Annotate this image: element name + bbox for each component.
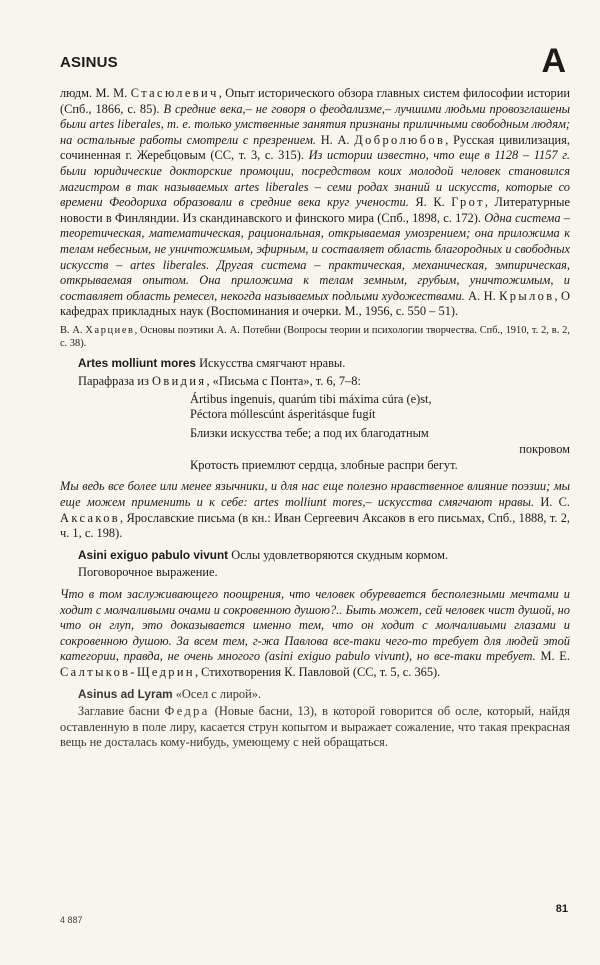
quote-italic: Мы ведь все более или менее язычники, и для нас еще полезно нравственное влияние поэзии; мы еще можем применить и к себе: artes molliunt mores,– искусства смягчают нравы. bbox=[60, 479, 570, 510]
entry-gloss: Искусства смягчают нравы. bbox=[196, 356, 346, 371]
poem-quote bbox=[190, 392, 570, 474]
author-name: Овидия bbox=[152, 373, 207, 388]
paragraph-citation-aksakov bbox=[60, 479, 570, 541]
text-span: (Новые басни, 13), в которой говорится об осле, который, найдя оставленную в поле лиру, касается струн копытом и выражает сожаление, что такая прекрасная вещь не досталась кому-нибудь, умеющему с ней обращаться. bbox=[60, 704, 570, 750]
text-span: , Стихотворения К. Павловой (СС, т. 5, с. 365). bbox=[194, 665, 441, 680]
page-content bbox=[60, 86, 570, 755]
poem-line: Péctora móllescúnt ásperitásque fugít bbox=[190, 407, 376, 422]
entry-source bbox=[78, 374, 570, 390]
author-name: Федра bbox=[164, 704, 210, 719]
text-span: , Русская цивилизация, сочиненная г. Жеребцовым (СС, т. 3, с. 315). bbox=[60, 132, 570, 163]
paragraph-citation-saltykov bbox=[60, 587, 570, 681]
page-header bbox=[60, 42, 570, 84]
text-span: Заглавие басни bbox=[78, 704, 160, 719]
text-span: Н. А. bbox=[320, 132, 350, 147]
author-name: Харциев bbox=[85, 324, 135, 336]
entry-headword: Asini exiguo pabulo vivunt bbox=[78, 547, 229, 562]
section-letter: A bbox=[541, 42, 566, 80]
text-span: , Литературные новости в Финляндии. Из скандинавского и финского мира (Спб., 1898, с. 172). bbox=[60, 195, 570, 225]
quote-italic: Из истории известно, что еще в 1128 – 1157 г. были юридические докторские промоции, посредством коих молодой человек становился магистром в так называемых artes liberales – семи родах знаний и искусств, которые со времени Феодориха образовали в средние века круг учености. bbox=[60, 148, 571, 210]
author-name: Добролюбов bbox=[354, 132, 446, 147]
text-span: Парафраза из bbox=[78, 373, 149, 388]
quote-italic: Что в том заслуживающего поощрения, что человек обуревается бесполезными мечтами и ходит с молчаливыми очами и сокровенною душою?.. Быть может, сей человек чист душой, но что он глуп, это доказывается именно тем, что он ходит с молчаливыми глазами и сокровенною душою. За всем тем, г-жа Павлова все-таки чего-то требует для людей этой категории, правда, не очень многого (asini exiguo pabulo vivunt), но все-таки требует. bbox=[60, 587, 570, 664]
author-name: Салтыков-Щедрин bbox=[60, 665, 195, 680]
reference-note bbox=[60, 324, 570, 350]
text-span: , Основы поэтики А. А. Потебни (Вопросы теории и психологии творчества. Спб., 1910, т. 2, в. 2, с. 38). bbox=[60, 324, 570, 350]
entry-headword: Asinus ad Lyram bbox=[78, 686, 173, 701]
entry-gloss: «Осел с лирой». bbox=[172, 686, 262, 701]
poem-line: Близки искусства тебе; а под их благодатным bbox=[190, 426, 429, 441]
poem-line: Кротость приемлют сердца, злобные распри бегут. bbox=[190, 457, 458, 472]
page-number: 81 bbox=[555, 903, 568, 915]
running-head: ASINUS bbox=[60, 54, 118, 71]
author-name: Грот bbox=[451, 195, 485, 210]
printer-signature: 4 887 bbox=[60, 915, 83, 925]
text-span: В. А. bbox=[60, 324, 83, 336]
author-name: Стасюлевич bbox=[130, 86, 219, 100]
entry-artes-molliunt-mores bbox=[78, 356, 570, 372]
text-span: , Ярославские письма (в кн.: Иван Сергеевич Аксаков в его письмах, Спб., 1888, т. 2, ч. 1, с. 198). bbox=[60, 510, 570, 541]
entry-source: Поговорочное выражение. bbox=[78, 565, 218, 580]
poem-line: Ártibus ingenuis, quarúm tibi máxima cúra (e)st, bbox=[190, 391, 432, 406]
text-span: , О кафедрах прикладных наук (Воспоминания и очерки. М., 1956, с. 550 – 51). bbox=[60, 288, 570, 319]
entry-asini-exiguo bbox=[78, 548, 570, 564]
text-span: И. С. bbox=[540, 495, 570, 510]
paragraph-citations-1 bbox=[60, 86, 570, 320]
entry-gloss: Ослы удовлетворяются скудным кормом. bbox=[228, 547, 449, 562]
text-span: А. Н. bbox=[468, 288, 496, 303]
text-span: , «Письма с Понта», т. 6, 7–8: bbox=[206, 373, 361, 388]
entry-headword: Artes molliunt mores bbox=[78, 356, 196, 371]
entry-asinus-ad-lyram bbox=[78, 687, 570, 703]
entry-body bbox=[60, 704, 570, 751]
author-name: Крылов bbox=[499, 288, 555, 303]
text-span: М. Е. bbox=[540, 649, 570, 664]
text-span: , Опыт исторического обзора главных систем философии истории (Спб., 1866, с. 85). bbox=[60, 86, 570, 116]
author-name: Аксаков bbox=[60, 510, 121, 525]
quote-italic: В средние века,– не говоря о феодализме,– лучшими людьми провозглашены были artes liberales, т. е. только умственные занятия признаны приличными свободным людям; на остальные работы смотрели с презрением. bbox=[60, 101, 570, 147]
text-span: людм. М. М. bbox=[60, 86, 128, 100]
poem-line: покровом bbox=[519, 441, 570, 456]
text-span: Я. К. bbox=[415, 195, 445, 210]
quote-italic: Одна система – теоретическая, математическая, рациональная, открываемая умозрением; она приложима к телам небесным, не уничтожимым, эфирным, и составляет область благородных и свободных искусств – artes liberales. Другая система – практическая, механическая, эмпирическая, открываемая опытом. Она приложима к телам земным, грубым, уничтожимым, и составляет область ремесел, некогда называемых подлыми художествами. bbox=[60, 210, 570, 303]
